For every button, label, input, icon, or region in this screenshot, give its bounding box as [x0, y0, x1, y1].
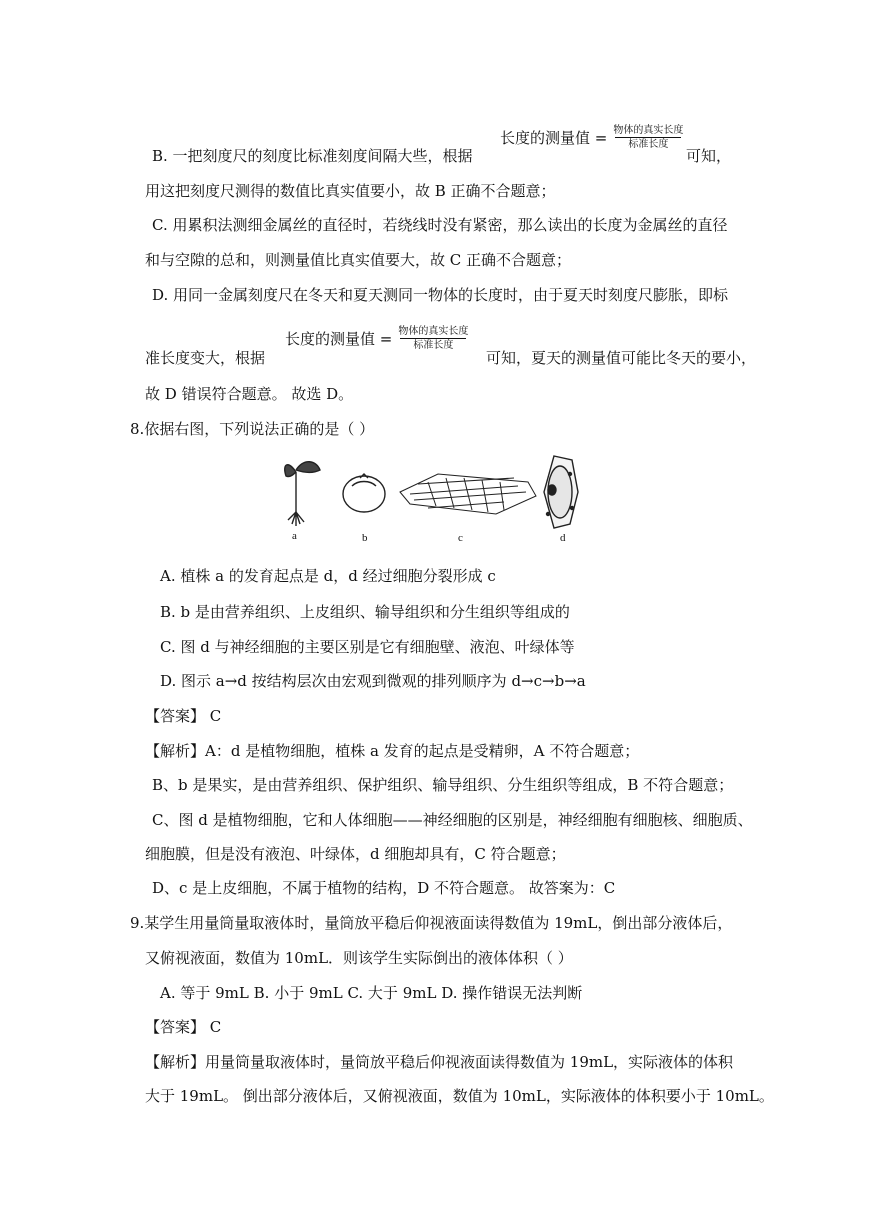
q7-option-b: B. 一把刻度尺的刻度比标准刻度间隔大些，根据 — [152, 147, 473, 165]
q8-answer: 【答案】 C — [145, 707, 222, 725]
q9-answer: 【答案】 C — [145, 1018, 222, 1036]
q7-option-d-line3: 故 D 错误符合题意。 故选 D。 — [145, 385, 354, 403]
seedling-a-illustration — [285, 462, 320, 526]
q8-stem: 8.依据右图，下列说法正确的是（ ） — [130, 420, 375, 438]
q8-option-a: A. 植株 a 的发育起点是 d，d 经过细胞分裂形成 c — [160, 567, 496, 585]
q7-option-d-line2-post: 可知，夏天的测量值可能比冬天的要小， — [486, 349, 757, 367]
q8-analysis-line4: 细胞膜，但是没有液泡、叶绿体，d 细胞却具有，C 符合题意； — [145, 845, 566, 863]
q9-analysis-line1: 【解析】用量筒量取液体时，量筒放平稳后仰视液面读得数值为 19mL，实际液体的体积 — [145, 1053, 734, 1071]
q8-figure-svg — [278, 452, 598, 552]
q8-option-b: B. b 是由营养组织、上皮组织、输导组织和分生组织等组成的 — [160, 603, 570, 621]
formula-numerator: 物体的真实长度 — [613, 125, 684, 136]
q7-option-c-line1: C. 用累积法测细金属丝的直径时，若绕线时没有紧密，那么读出的长度为金属丝的直径 — [152, 216, 728, 234]
q7-option-c-line2: 和与空隙的总和，则测量值比真实值要大，故 C 正确不合题意； — [145, 251, 572, 269]
q7-option-b-line2: 用这把刻度尺测得的数值比真实值要小，故 B 正确不合题意； — [145, 182, 556, 200]
figure-label-c: c — [458, 532, 463, 544]
q8-analysis-line2: B、b 是果实，是由营养组织、保护组织、输导组织、分生组织等组成，B 不符合题意； — [152, 776, 734, 794]
q8-figure — [278, 452, 598, 552]
formula-numerator: 物体的真实长度 — [398, 326, 469, 337]
q7-option-d-line1: D. 用同一金属刻度尺在冬天和夏天测同一物体的长度时，由于夏天时刻度尺膨胀，即标 — [152, 286, 729, 304]
q7-option-b-after: 可知， — [686, 147, 732, 165]
figure-label-b: b — [362, 532, 368, 544]
q7-option-d-line2-pre: 准长度变大，根据 — [145, 349, 266, 367]
q8-analysis-line5: D、c 是上皮细胞，不属于植物的结构，D 不符合题意。 故答案为：C — [152, 879, 616, 897]
tissue-c-illustration — [400, 474, 536, 514]
formula-b — [500, 124, 683, 151]
formula-lhs: 长度的测量值 = — [285, 330, 393, 348]
q8-analysis-line3: C、图 d 是植物细胞，它和人体细胞——神经细胞的区别是，神经细胞有细胞核、细胞质、 — [152, 811, 753, 829]
formula-denominator: 标准长度 — [628, 139, 669, 150]
q9-stem-line1: 9.某学生用量筒量取液体时，量筒放平稳后仰视液面读得数值为 19mL，倒出部分液体后， — [130, 914, 733, 932]
formula-lhs: 长度的测量值 = — [500, 129, 608, 147]
q8-analysis-line1: 【解析】A：d 是植物细胞，植株 a 发育的起点是受精卵，A 不符合题意； — [145, 742, 640, 760]
q8-option-c: C. 图 d 与神经细胞的主要区别是它有细胞壁、液泡、叶绿体等 — [160, 638, 575, 656]
formula-denominator: 标准长度 — [413, 340, 454, 351]
figure-label-a: a — [292, 530, 297, 542]
formula-fraction — [613, 124, 683, 151]
fruit-b-illustration — [343, 474, 385, 512]
q9-stem-line2: 又俯视液面，数值为 10mL．则该学生实际倒出的液体体积（ ） — [145, 949, 573, 967]
q9-analysis-line2: 大于 19mL。 倒出部分液体后，又俯视液面，数值为 10mL，实际液体的体积要小于 10mL。 — [145, 1087, 774, 1105]
formula-fraction — [398, 325, 468, 352]
q9-options: A. 等于 9mL B. 小于 9mL C. 大于 9mL D. 操作错误无法判断 — [160, 984, 583, 1002]
cell-d-illustration — [544, 456, 578, 528]
figure-label-d: d — [560, 532, 566, 544]
formula-d — [285, 325, 468, 352]
q8-option-d: D. 图示 a→d 按结构层次由宏观到微观的排列顺序为 d→c→b→a — [160, 672, 586, 690]
